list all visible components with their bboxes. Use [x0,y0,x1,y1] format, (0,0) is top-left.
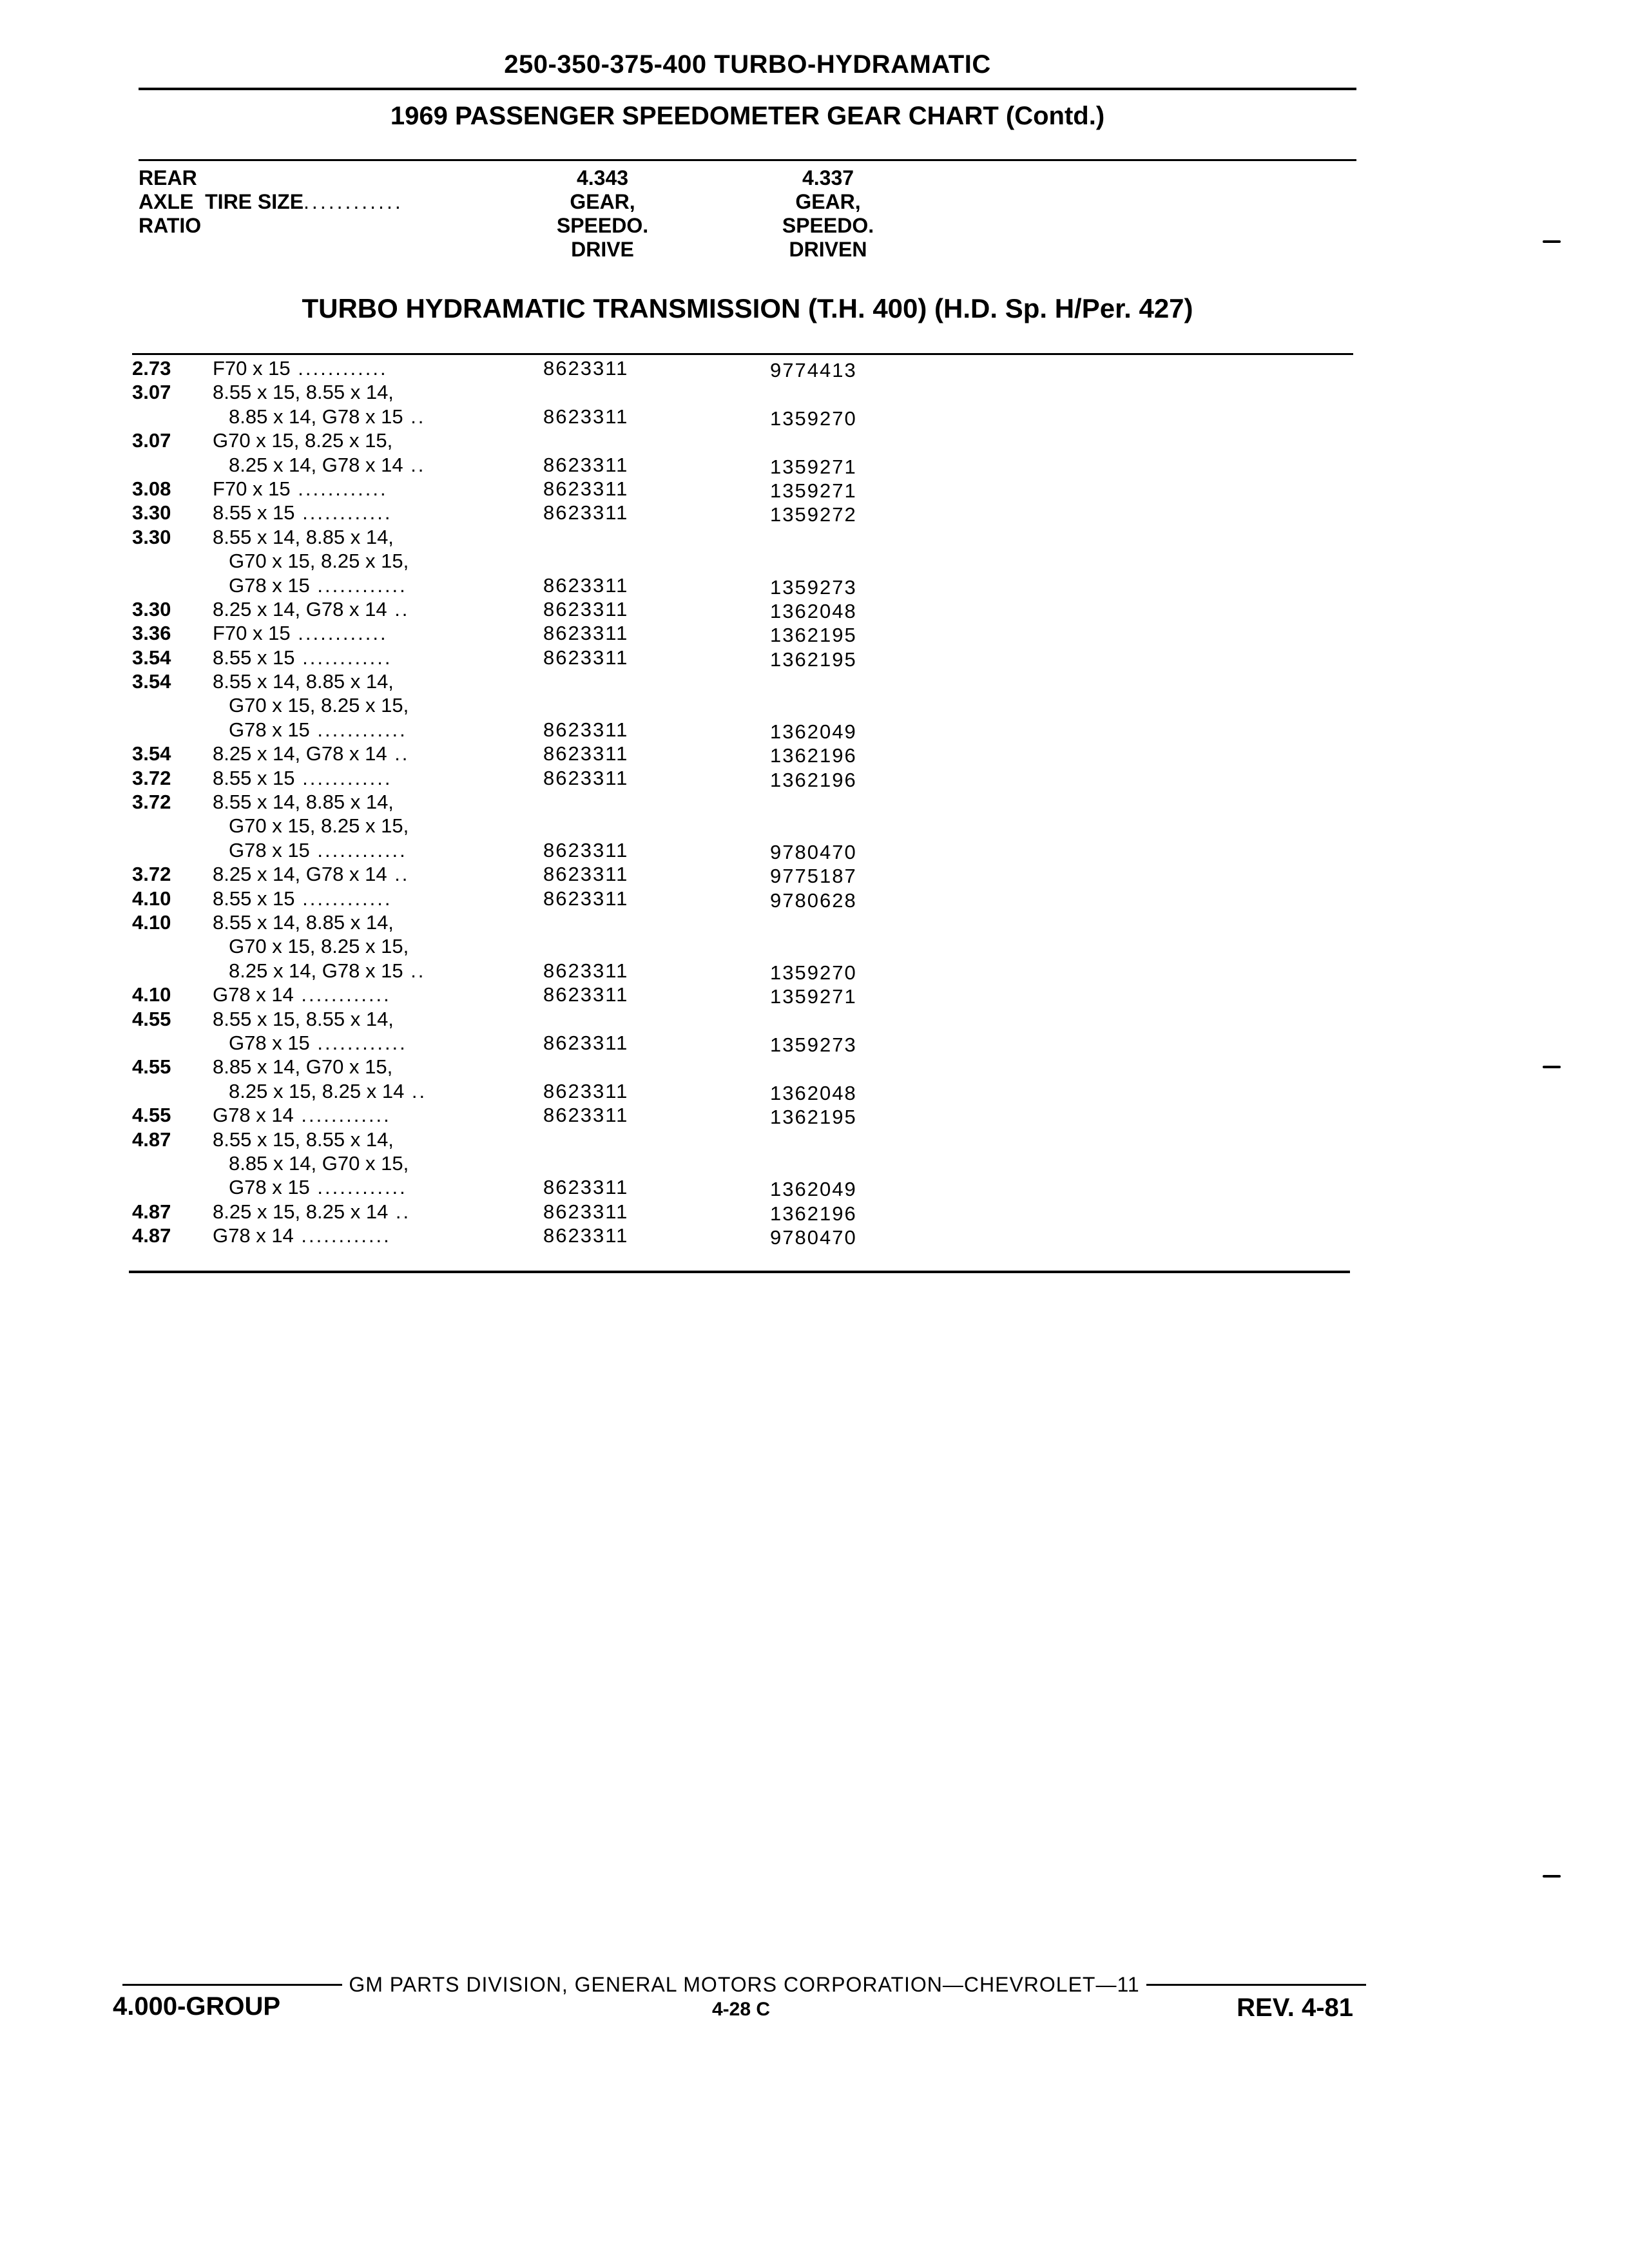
table-row [132,1175,905,1199]
table-row [132,1007,905,1031]
tire-size-cell [213,790,394,814]
speedo-driven-gear: 1362195 [770,648,857,671]
tire-size-cell [229,1031,407,1055]
axle-ratio: 3.72 [132,791,171,814]
speedo-driven-gear: 1359272 [770,503,857,526]
tire-size: 8.85 x 14, G70 x 15, [213,1055,393,1079]
speedo-drive-gear: 8623311 [543,742,629,765]
speedo-drive-gear: 8623311 [543,477,629,500]
speedo-driven-gear: 1359271 [770,455,857,478]
tire-size: G70 x 15, 8.25 x 15, [229,694,409,717]
table-row [132,862,905,886]
speedo-driven-gear: 1362049 [770,1178,857,1201]
speedo-drive-gear: 8623311 [543,718,629,741]
tire-size: F70 x 15 [213,622,291,645]
speedo-drive-gear: 8623311 [543,357,629,380]
axle-ratio: 3.07 [132,429,171,452]
leader-dots: .. [388,1200,411,1223]
speedo-drive-gear: 8623311 [543,1104,629,1127]
driven-header-line: SPEEDO. [782,214,874,237]
tire-size-cell [229,453,425,477]
tire-size-cell [213,428,392,452]
column-header-ratio-tire [139,166,499,238]
tire-size: 8.55 x 15, 8.55 x 14, [213,1128,394,1151]
driven-header-line: GEAR, [795,190,861,213]
leader-dots: .. [387,863,410,886]
section-rule [132,353,1353,355]
axle-ratio: 4.10 [132,887,171,910]
drive-header-line: SPEEDO. [556,214,649,237]
table-row [132,356,905,380]
tire-size-cell [213,1055,392,1079]
footer-rule-right [1146,1984,1366,1986]
margin-mark [1543,1066,1561,1068]
table-row [132,646,905,669]
speedo-driven-gear: 1362195 [770,624,857,647]
table-row [132,718,905,742]
tire-size-cell [213,380,394,404]
speedo-driven-gear: 1362048 [770,1081,857,1104]
drive-header-line: DRIVE [571,238,634,261]
tire-size: 8.85 x 14, G78 x 15 [229,405,403,428]
tire-size: G78 x 15 [229,718,310,741]
axle-ratio: 4.87 [132,1200,171,1223]
tire-size-cell [213,766,392,790]
speedo-driven-gear: 1359271 [770,479,857,502]
speedo-driven-gear: 1362049 [770,720,857,743]
axle-ratio: 4.55 [132,1007,171,1030]
tire-size-cell [213,646,392,669]
tire-size-cell [229,959,425,983]
speedo-drive-gear: 8623311 [543,959,629,982]
footer-page-number: 4-28 C [711,1999,771,2020]
table-row [132,693,905,717]
table-row [132,742,905,765]
drive-header-line: GEAR, [570,190,635,213]
tire-size-cell [229,1151,409,1175]
tire-size-cell [229,1079,427,1103]
tire-size-cell [229,549,409,573]
tire-size-cell [213,1007,394,1031]
table-row [132,814,905,838]
tire-size: G78 x 15 [229,1176,310,1199]
table-row [132,405,905,428]
speedo-drive-gear: 8623311 [543,453,629,476]
speedo-drive-gear: 8623311 [543,1079,629,1102]
tire-size: 8.55 x 14, 8.85 x 14, [213,910,394,934]
table-row [132,1200,905,1224]
tire-size: G70 x 15, 8.25 x 15, [213,429,393,452]
speedo-drive-gear: 8623311 [543,622,629,645]
tire-size: G78 x 14 [213,1104,294,1127]
speedo-driven-gear: 9780628 [770,889,857,912]
table-row [132,428,905,452]
tire-size: 8.55 x 15 [213,501,295,524]
header-ratio: RATIO [139,214,202,237]
axle-ratio: 3.07 [132,381,171,404]
speedo-drive-gear: 8623311 [543,887,629,910]
footer-division: GM PARTS DIVISION, GENERAL MOTORS CORPORATION—CHEVROLET—11 [349,1973,1140,1996]
tire-size: F70 x 15 [213,477,291,500]
margin-mark [1543,1875,1561,1878]
table-row [132,1031,905,1055]
leader-dots: ............ [294,766,392,789]
tire-size-cell [213,621,388,645]
driven-header-line: DRIVEN [789,238,867,261]
tire-size: G78 x 14 [213,1224,294,1247]
tire-size: 8.55 x 14, 8.85 x 14, [213,791,394,814]
tire-size-cell [213,742,409,765]
tire-size-cell [213,1200,410,1224]
header-rear: REAR [139,166,197,189]
speedo-drive-gear: 8623311 [543,1031,629,1054]
speedo-drive-gear: 8623311 [543,863,629,886]
leader-dots: .. [403,405,426,428]
header-tire-size: TIRE SIZE [205,190,304,213]
table-row [132,380,905,404]
tire-size: 8.55 x 15 [213,766,295,789]
table-row [132,477,905,501]
speedo-drive-gear: 8623311 [543,983,629,1006]
tire-size-cell [229,718,407,742]
axle-ratio: 4.55 [132,1055,171,1079]
leader-dots: ............ [293,1104,391,1127]
table-row [132,766,905,790]
axle-ratio: 4.10 [132,910,171,934]
leader-dots: ............ [309,573,407,597]
table-row [132,525,905,549]
speedo-drive-gear: 8623311 [543,597,629,620]
tire-size: 8.25 x 15, 8.25 x 14 [229,1079,405,1102]
tire-size: G78 x 15 [229,838,310,861]
tire-size-cell [213,1224,391,1247]
tire-size: 8.25 x 14, G78 x 14 [229,453,403,476]
speedo-driven-gear: 1362195 [770,1106,857,1129]
leader-dots: ............ [293,983,391,1006]
table-row [132,790,905,814]
tire-size-cell [229,838,407,862]
table-row [132,1055,905,1079]
leader-dots: .. [403,453,426,476]
speedo-driven-gear: 9780470 [770,1226,857,1249]
table-row [132,1103,905,1127]
table-row [132,959,905,983]
axle-ratio: 3.54 [132,742,171,765]
axle-ratio: 3.08 [132,477,171,500]
table-row [132,501,905,524]
tire-size-cell [229,573,407,597]
driven-header-line: 4.337 [802,166,854,189]
speedo-drive-gear: 8623311 [543,646,629,669]
speedo-driven-gear: 1362196 [770,1202,857,1225]
tire-size-cell [213,501,392,524]
axle-ratio: 3.54 [132,670,171,693]
tire-size-cell [213,669,394,693]
table-row [132,573,905,597]
speedo-drive-gear: 8623311 [543,766,629,789]
axle-ratio: 3.54 [132,646,171,669]
column-header-drive [532,166,673,262]
speedo-drive-gear: 8623311 [543,1176,629,1199]
axle-ratio: 4.87 [132,1224,171,1247]
axle-ratio: 4.87 [132,1128,171,1151]
axle-ratio: 3.30 [132,525,171,548]
tire-size: 8.55 x 14, 8.85 x 14, [213,525,394,548]
speedo-drive-gear: 8623311 [543,405,629,428]
tire-size-cell [229,1175,407,1199]
tire-size: 8.25 x 15, 8.25 x 14 [213,1200,389,1223]
tire-size-cell [213,356,388,380]
speedo-driven-gear: 1362196 [770,744,857,767]
leader-dots: ............ [290,622,388,645]
footer-division-line [122,1973,1366,1997]
speedo-drive-gear: 8623311 [543,838,629,861]
axle-ratio: 3.72 [132,766,171,789]
speedo-driven-gear: 1359273 [770,1033,857,1056]
table-row [132,1151,905,1175]
table-row [132,453,905,477]
header-leader-dots: ............ [304,190,403,213]
axle-ratio: 3.30 [132,501,171,524]
leader-dots: ............ [309,1031,407,1054]
tire-size: 8.85 x 14, G70 x 15, [229,1151,409,1175]
tire-size-cell [229,405,425,428]
leader-dots: ............ [290,477,388,500]
table-row [132,1128,905,1151]
axle-ratio: 4.10 [132,983,171,1006]
tire-size-cell [213,1128,394,1151]
axle-ratio: 3.36 [132,622,171,645]
speedo-driven-gear: 1359270 [770,407,857,430]
speedo-driven-gear: 1362196 [770,768,857,791]
table-row [132,549,905,573]
footer-revision: REV. 4-81 [1237,1994,1353,2022]
table-row [132,1079,905,1103]
speedo-driven-gear: 1359273 [770,575,857,599]
tire-size: G78 x 15 [229,1031,310,1054]
table-row [132,1224,905,1247]
tire-size-cell [213,887,392,910]
tire-size-cell [229,693,409,717]
table-row [132,910,905,934]
axle-ratio: 2.73 [132,357,171,380]
tire-size: 8.25 x 14, G78 x 14 [213,742,387,765]
table-row [132,887,905,910]
table-row [132,983,905,1006]
subtitle-rule [139,159,1356,161]
document-title: 250-350-375-400 TURBO-HYDRAMATIC [504,50,991,79]
axle-ratio: 3.72 [132,863,171,886]
footer-group: 4.000-GROUP [113,1992,281,2021]
column-header-driven [744,166,912,262]
table-row [132,934,905,958]
leader-dots: .. [404,1079,427,1102]
tire-size: G70 x 15, 8.25 x 15, [229,550,409,573]
tire-size: G70 x 15, 8.25 x 15, [229,814,409,838]
tire-size: 8.25 x 14, G78 x 14 [213,863,387,886]
table-bottom-rule [129,1271,1350,1273]
speedo-driven-gear: 1359271 [770,985,857,1008]
tire-size: 8.55 x 15 [213,646,295,669]
tire-size: G78 x 14 [213,983,294,1006]
tire-size-cell [213,983,391,1006]
section-title: TURBO HYDRAMATIC TRANSMISSION (T.H. 400) (H.D. Sp. H/Per. 427) [302,293,1193,323]
tire-size: 8.55 x 15 [213,887,295,910]
leader-dots: ............ [294,501,392,524]
speedo-drive-gear: 8623311 [543,1224,629,1247]
tire-size-cell [213,525,394,549]
tire-size: 8.55 x 14, 8.85 x 14, [213,670,394,693]
leader-dots: ............ [293,1224,391,1247]
title-rule [139,88,1356,90]
header-axle: AXLE [139,190,194,213]
gear-table-body [132,356,905,1247]
speedo-driven-gear: 9775187 [770,865,857,888]
table-row [132,597,905,621]
tire-size-cell [229,934,409,958]
footer-rule-left [122,1984,342,1986]
margin-mark [1543,240,1561,243]
tire-size-cell [213,1103,391,1127]
leader-dots: .. [403,959,426,982]
table-row [132,838,905,862]
speedo-drive-gear: 8623311 [543,501,629,524]
header-axle-tire-row [139,190,499,214]
speedo-driven-gear: 9774413 [770,359,857,381]
tire-size: G78 x 15 [229,573,310,597]
chart-subtitle: 1969 PASSENGER SPEEDOMETER GEAR CHART (Contd.) [390,102,1105,130]
leader-dots: .. [387,597,410,620]
tire-size-cell [213,597,409,621]
axle-ratio: 4.55 [132,1104,171,1127]
tire-size: 8.25 x 14, G78 x 15 [229,959,403,982]
speedo-driven-gear: 1359270 [770,961,857,984]
table-row [132,669,905,693]
speedo-driven-gear: 1362048 [770,599,857,622]
leader-dots: ............ [309,838,407,861]
tire-size-cell [213,910,394,934]
drive-header-line: 4.343 [576,166,629,189]
tire-size-cell [213,477,388,501]
tire-size-cell [229,814,409,838]
leader-dots: ............ [294,646,392,669]
tire-size: F70 x 15 [213,357,291,380]
tire-size: 8.55 x 15, 8.55 x 14, [213,1007,394,1030]
leader-dots: ............ [309,718,407,741]
tire-size: G70 x 15, 8.25 x 15, [229,935,409,958]
table-row [132,621,905,645]
tire-size-cell [213,862,409,886]
speedo-drive-gear: 8623311 [543,1200,629,1223]
speedo-drive-gear: 8623311 [543,573,629,597]
axle-ratio: 3.30 [132,597,171,620]
tire-size: 8.55 x 15, 8.55 x 14, [213,381,394,404]
leader-dots: .. [387,742,410,765]
tire-size: 8.25 x 14, G78 x 14 [213,597,387,620]
leader-dots: ............ [294,887,392,910]
leader-dots: ............ [290,357,388,380]
leader-dots: ............ [309,1176,407,1199]
speedo-driven-gear: 9780470 [770,840,857,863]
